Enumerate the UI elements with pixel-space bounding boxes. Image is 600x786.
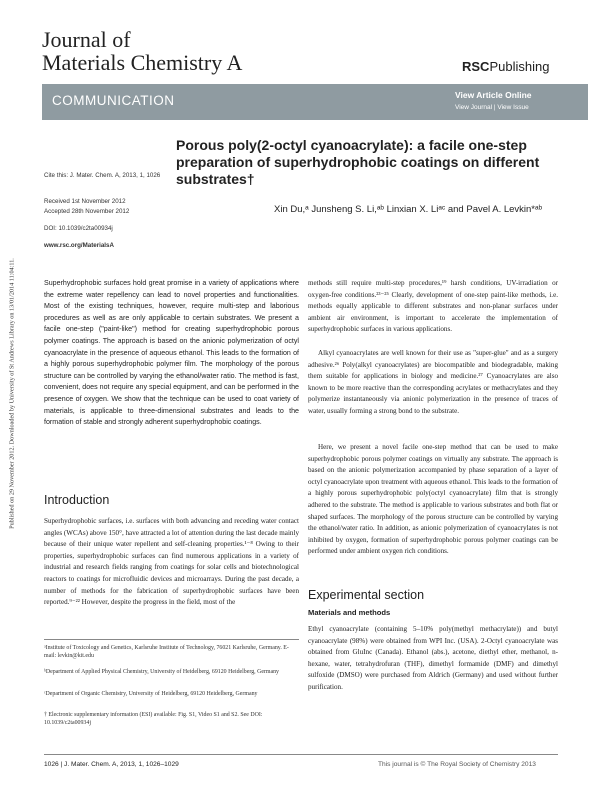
subsection-heading-materials: Materials and methods — [308, 608, 391, 617]
page-footer-left: 1026 | J. Mater. Chem. A, 2013, 1, 1026–1029 — [44, 761, 179, 768]
abstract: Superhydrophobic surfaces hold great promise in a variety of applications where the extreme water repellency can lead to novel properties and functionalities. Most of the existing techniques, however, require multi-step and laborious procedures as well as are only applicable to certain substrates. We present a facile one-step ("paint-like") method for creating superhydrophobic porous polymer coatings. The approach is based on the anionic polymerization of octyl cyanoacrylate in the presence of aqueous ethanol. This leads to the formation of a highly porous superhydrophobic polymer film. The morphology of the porous structure can be controlled by varying the ethanol/water ratio. The method is fast, convenient, does not require any special equipment, and can be performed in the presence of oxygen. We show that the technique can be used to coat variety of materials, is applicable to three-dimensional substrates and leads to the formation of stable and strongly adherent superhydrophobic coatings. — [44, 279, 299, 427]
doi-link[interactable]: DOI: 10.1039/c2ta00934j — [44, 225, 113, 232]
journal-title-line2: Materials Chemistry A — [42, 50, 243, 75]
journal-url[interactable]: www.rsc.org/MaterialsA — [44, 242, 114, 249]
section-heading-introduction: Introduction — [44, 493, 110, 507]
footnote-rule — [44, 639, 299, 640]
view-journal-issue-links[interactable]: View Journal | View Issue — [455, 104, 529, 111]
footnote-affiliation-a: ᵃInstitute of Toxicology and Genetics, Karlsruhe Institute of Technology, 76021 Karlsruhe, Germany. E-mail: levkin@kit.edu — [44, 645, 289, 659]
footnote-affiliation-c: ᶜDepartment of Organic Chemistry, University of Heidelberg, 69120 Heidelberg, Germany — [44, 691, 258, 697]
journal-title-line1: Journal of — [42, 27, 131, 52]
page-footer-right: This journal is © The Royal Society of Chemistry 2013 — [378, 761, 536, 768]
citation-info: Cite this: J. Mater. Chem. A, 2013, 1, 1026 — [44, 172, 161, 179]
article-title: Porous poly(2-octyl cyanoacrylate): a facile one-step preparation of superhydrophobic coatings on different substrates† — [176, 137, 540, 187]
materials-text: Ethyl cyanoacrylate (containing 5–10% poly(methyl methacrylate)) and butyl cyanoacrylate (98%) were obtained from WPI Inc. (USA). 2-Octyl cyanoacrylate was obtained from GluInc (Canada). Ethanol (abs.), acetone, diethyl ether, methanol, n-hexane, water, tetrahydrofuran (THF), dimethyl formamide (DMF) and dimethyl sulfoxide (DMSO) were purchased from Aldrich (Germany) and used without further purification. — [308, 625, 558, 691]
view-article-online-link[interactable]: View Article Online — [455, 90, 532, 100]
publisher-logo — [462, 59, 549, 74]
right-paragraph-1: methods still require multi-step procedures,¹⁹ harsh conditions, UV-irradiation or oxygen-free conditions.²³⁻²⁵ Clearly, development of one-step paint-like methods, i.e. methods equally applicable to different substrates and non-planar surfaces under ambient air environment, is important to accelerate the implementation of superhydrophobic surfaces in various applications. — [308, 279, 558, 334]
right-paragraph-2: Alkyl cyanoacrylates are well known for their use as "super-glue" and as a surgery adhesive.²⁶ Poly(alkyl cyanoacrylates) are biocompatible and biodegradable, making them suitable for applications in biology and medicine.²⁷ Cyanoacrylates are also known to be more reactive than the corresponding acrylates or methacrylates and they polymerize instantaneously via anionic polymerization in the presence of traces of water, usually forming a strong bond to the substrate. — [308, 349, 558, 415]
footer-rule — [44, 754, 558, 755]
right-paragraph-3: Here, we present a novel facile one-step method that can be used to make superhydrophobic porous polymer coatings on virtually any substrate. The approach is based on the anionic polymerization accompanied by phase separation of a layer of octyl cyanoacrylate upon treatment with aqueous ethanol. This leads to the formation of a highly porous superhydrophobic poly(octyl cyanoacrylate) film that is strongly adhered to the substrate. The method is applicable to various substrates and both flat or shaped surfaces. The morphology of the porous structure can be controlled by varying the ethanol/water ratio. In addition, as anionic polymerization of cyanoacrylates is not inhibited by oxygen, formation of superhydrophobic porous polymer coatings can be performed under ambient oxygen rich conditions. — [308, 443, 558, 556]
download-notice: Published on 29 November 2012. Downloaded by University of St Andrews Library on 13/01/2014 11:04:11. — [8, 258, 16, 529]
introduction-text: Superhydrophobic surfaces, i.e. surfaces with both advancing and receding water contact angles (WCAs) above 150°, have attracted a lot of attention during the last decade mainly because of their unique water repellent and self-cleaning properties.¹⁻⁸ Owing to their properties, superhydrophobic surfaces can find numerous applications in a variety of industrial and research fields ranging from coatings for solar cells and biotechnological reactors to coatings for microfluidic devices and microarrays. During the past decade, a number of methods for the fabrication of superhydrophobic surfaces have been reported.⁹⁻²² However, despite the progress in the field, most of the — [44, 517, 299, 607]
section-heading-experimental: Experimental section — [308, 588, 425, 602]
author-list: Xin Du,ᵃ Junsheng S. Li,ᵃᵇ Linxian X. Liᵃᶜ and Pavel A. Levkin*ᵃᵇ — [274, 204, 543, 215]
publisher-logo-text: Publishing — [489, 59, 550, 74]
accepted-date: Accepted 28th November 2012 — [44, 208, 130, 215]
article-type-label: COMMUNICATION — [52, 93, 175, 108]
footnote-affiliation-b: ᵇDepartment of Applied Physical Chemistry, University of Heidelberg, 69120 Heidelberg, Germany — [44, 669, 279, 675]
publisher-logo-rsc: RSC — [462, 59, 490, 74]
received-date: Received 1st November 2012 — [44, 198, 126, 205]
footnote-esi: † Electronic supplementary information (ESI) available: Fig. S1, Video S1 and S2. See DOI: 10.1039/c2ta00934j — [44, 712, 263, 726]
